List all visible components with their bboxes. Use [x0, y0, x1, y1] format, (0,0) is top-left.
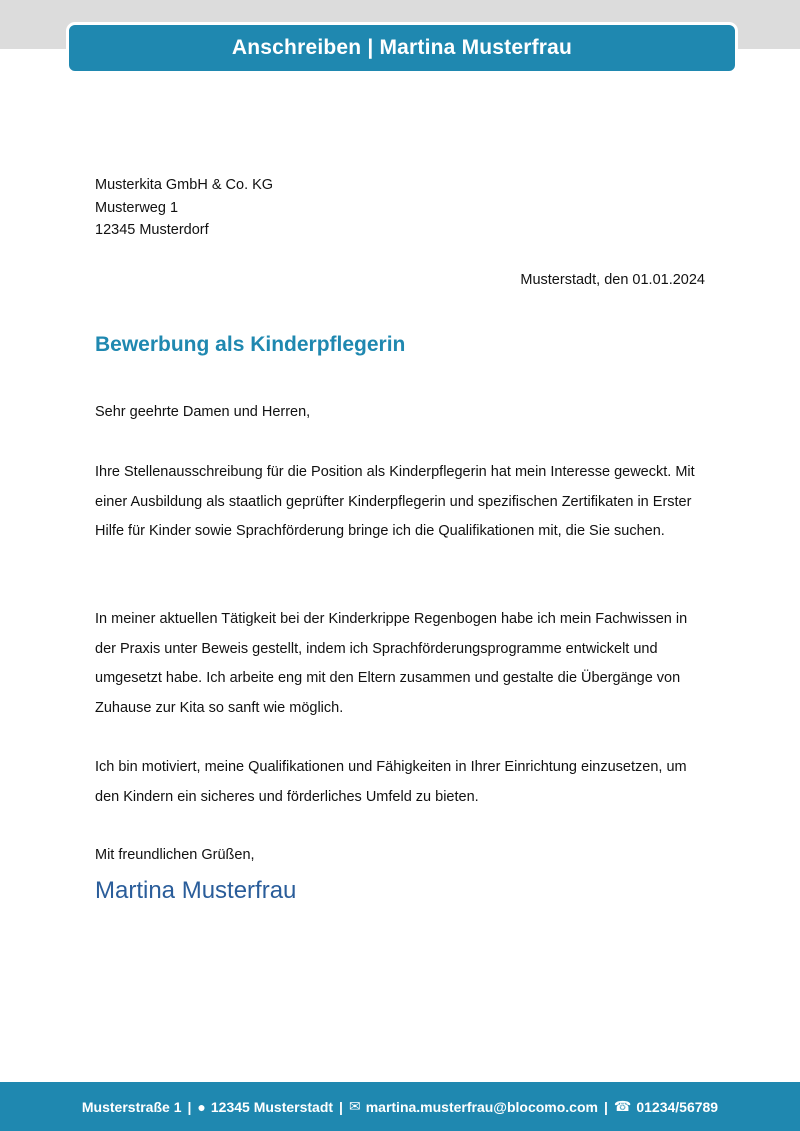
recipient-address	[95, 174, 273, 242]
footer-separator: |	[603, 1098, 608, 1115]
footer-separator: |	[187, 1098, 192, 1115]
recipient-street: Musterweg 1	[95, 199, 179, 216]
footer-separator: |	[339, 1098, 343, 1115]
recipient-company: Musterkita GmbH & Co. KG	[95, 177, 274, 193]
footer-bar	[0, 1082, 800, 1131]
body-paragraph-3: Ich bin motiviert, meine Qualifikationen und Fähigkeiten in Ihrer Einrichtung einzusetzen, um den Kindern ein sicheres und förderliches Umfeld zu bieten.	[95, 759, 687, 805]
recipient-city: 12345 Musterdorf	[95, 222, 209, 238]
footer-city: 12345 Musterstadt	[210, 1098, 334, 1115]
body-paragraph-2: In meiner aktuellen Tätigkeit bei der Kinderkrippe Regenbogen habe ich mein Fachwissen in der Praxis unter Beweis gestellt, indem ich Sprachförderungsprogramme entwickelt und umgesetzt habe. Ich arbeite eng mit den Eltern zusammen und gestalte die Übergänge von Zuhause zur Kita so sanft wie möglich.	[95, 611, 688, 716]
salutation: Sehr geehrte Damen und Herren,	[95, 404, 311, 420]
date-line: Musterstadt, den 01.01.2024	[520, 272, 705, 288]
signature: Martina Musterfrau	[95, 877, 297, 904]
footer-phone[interactable]: 01234/56789	[636, 1098, 719, 1115]
subject-heading: Bewerbung als Kinderpflegerin	[95, 333, 406, 356]
footer-email[interactable]: martina.musterfrau@blocomo.com	[365, 1098, 598, 1115]
body-paragraph-1: Ihre Stellenausschreibung für die Position als Kinderpflegerin hat mein Interesse geweckt. Mit einer Ausbildung als staatlich geprüfter Kinderpflegerin und spezifischen Zertifikaten in Erster Hilfe für Kinder sowie Sprachförderung bringe ich die Qualifikationen mit, die Sie suchen.	[95, 464, 695, 540]
header-bar	[66, 22, 738, 74]
location-icon: ●	[197, 1098, 206, 1115]
footer-street: Musterstraße 1	[81, 1098, 182, 1115]
closing: Mit freundlichen Grüßen,	[95, 847, 255, 863]
envelope-icon: ✉	[348, 1098, 361, 1114]
phone-icon: ☎	[613, 1098, 632, 1114]
page-title: Anschreiben | Martina Musterfrau	[231, 36, 573, 59]
